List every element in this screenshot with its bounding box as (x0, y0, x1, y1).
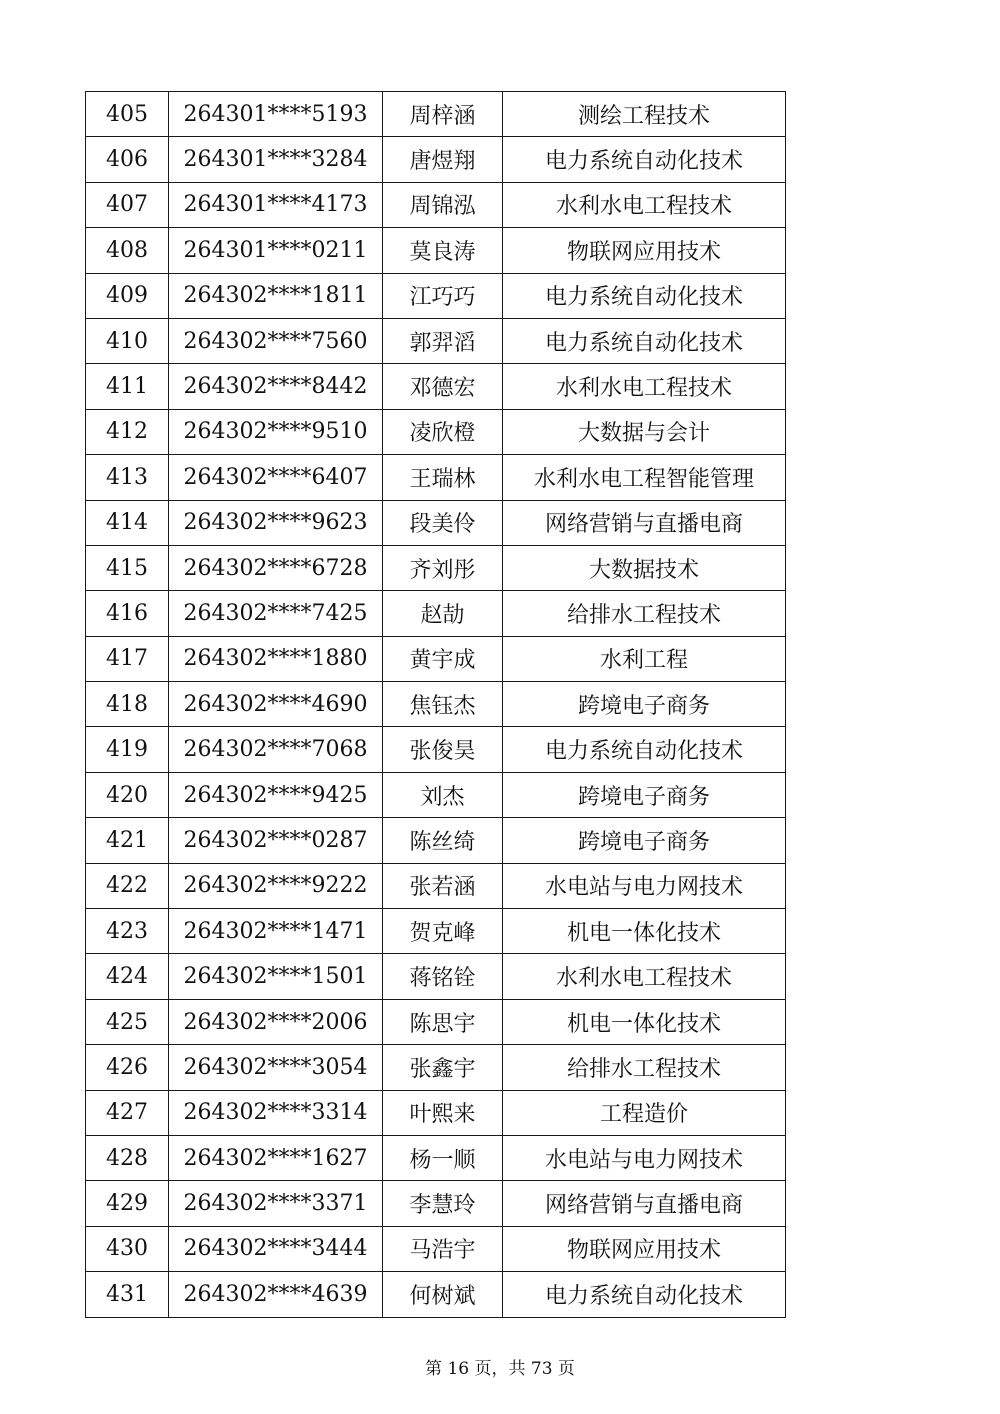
major-cell: 电力系统自动化技术 (503, 318, 786, 363)
row-number-cell: 417 (86, 636, 169, 681)
student-name-cell: 杨一顺 (383, 1135, 503, 1180)
table-row (86, 818, 786, 863)
student-name-cell: 邓德宏 (383, 364, 503, 409)
id-number-cell: 264302****2006 (169, 999, 383, 1044)
row-number-cell: 413 (86, 455, 169, 500)
table-row (86, 1090, 786, 1135)
id-number-cell: 264301****4173 (169, 182, 383, 227)
student-name-cell: 齐刘彤 (383, 545, 503, 590)
student-name-cell: 张俊昊 (383, 727, 503, 772)
table-row (86, 727, 786, 772)
id-number-cell: 264302****4639 (169, 1272, 383, 1317)
row-number-cell: 426 (86, 1045, 169, 1090)
row-number-cell: 431 (86, 1272, 169, 1317)
major-cell: 电力系统自动化技术 (503, 273, 786, 318)
id-number-cell: 264302****9510 (169, 409, 383, 454)
student-name-cell: 张鑫宇 (383, 1045, 503, 1090)
row-number-cell: 416 (86, 591, 169, 636)
major-cell: 水电站与电力网技术 (503, 1135, 786, 1180)
table-row (86, 636, 786, 681)
row-number-cell: 424 (86, 954, 169, 999)
major-cell: 给排水工程技术 (503, 1045, 786, 1090)
table-row (86, 500, 786, 545)
major-cell: 给排水工程技术 (503, 591, 786, 636)
id-number-cell: 264302****0287 (169, 818, 383, 863)
id-number-cell: 264302****8442 (169, 364, 383, 409)
student-name-cell: 江巧巧 (383, 273, 503, 318)
table-row (86, 92, 786, 137)
student-name-cell: 张若涵 (383, 863, 503, 908)
major-cell: 水利水电工程智能管理 (503, 455, 786, 500)
student-name-cell: 唐煜翔 (383, 137, 503, 182)
student-name-cell: 蒋铭铨 (383, 954, 503, 999)
table-row (86, 772, 786, 817)
id-number-cell: 264302****6407 (169, 455, 383, 500)
major-cell: 水利工程 (503, 636, 786, 681)
table-row (86, 273, 786, 318)
student-name-cell: 凌欣橙 (383, 409, 503, 454)
id-number-cell: 264301****5193 (169, 92, 383, 137)
table-row (86, 318, 786, 363)
table-row (86, 1226, 786, 1271)
student-name-cell: 贺克峰 (383, 909, 503, 954)
student-name-cell: 莫良涛 (383, 228, 503, 273)
id-number-cell: 264302****9623 (169, 500, 383, 545)
table-row (86, 591, 786, 636)
roster-table (85, 91, 786, 1318)
student-name-cell: 周锦泓 (383, 182, 503, 227)
id-number-cell: 264302****1501 (169, 954, 383, 999)
row-number-cell: 422 (86, 863, 169, 908)
major-cell: 电力系统自动化技术 (503, 137, 786, 182)
table-row (86, 1045, 786, 1090)
row-number-cell: 429 (86, 1181, 169, 1226)
row-number-cell: 414 (86, 500, 169, 545)
major-cell: 物联网应用技术 (503, 228, 786, 273)
student-name-cell: 段美伶 (383, 500, 503, 545)
student-name-cell: 周梓涵 (383, 92, 503, 137)
student-name-cell: 陈思宇 (383, 999, 503, 1044)
table-row (86, 1135, 786, 1180)
student-name-cell: 王瑞林 (383, 455, 503, 500)
id-number-cell: 264302****1471 (169, 909, 383, 954)
major-cell: 水利水电工程技术 (503, 954, 786, 999)
major-cell: 水利水电工程技术 (503, 182, 786, 227)
row-number-cell: 421 (86, 818, 169, 863)
id-number-cell: 264302****4690 (169, 682, 383, 727)
id-number-cell: 264302****3054 (169, 1045, 383, 1090)
table-row (86, 1272, 786, 1317)
table-row (86, 228, 786, 273)
major-cell: 跨境电子商务 (503, 682, 786, 727)
table-row (86, 182, 786, 227)
table-row (86, 137, 786, 182)
student-name-cell: 何树斌 (383, 1272, 503, 1317)
roster-table-body (86, 92, 786, 1318)
row-number-cell: 408 (86, 228, 169, 273)
student-name-cell: 焦钰杰 (383, 682, 503, 727)
table-row (86, 682, 786, 727)
table-row (86, 409, 786, 454)
row-number-cell: 405 (86, 92, 169, 137)
major-cell: 机电一体化技术 (503, 999, 786, 1044)
row-number-cell: 427 (86, 1090, 169, 1135)
student-name-cell: 李慧玲 (383, 1181, 503, 1226)
row-number-cell: 419 (86, 727, 169, 772)
id-number-cell: 264302****7068 (169, 727, 383, 772)
table-row (86, 545, 786, 590)
student-name-cell: 黄宇成 (383, 636, 503, 681)
major-cell: 工程造价 (503, 1090, 786, 1135)
row-number-cell: 410 (86, 318, 169, 363)
table-row (86, 954, 786, 999)
row-number-cell: 412 (86, 409, 169, 454)
major-cell: 机电一体化技术 (503, 909, 786, 954)
row-number-cell: 425 (86, 999, 169, 1044)
major-cell: 测绘工程技术 (503, 92, 786, 137)
row-number-cell: 411 (86, 364, 169, 409)
id-number-cell: 264302****3314 (169, 1090, 383, 1135)
id-number-cell: 264302****6728 (169, 545, 383, 590)
id-number-cell: 264301****3284 (169, 137, 383, 182)
major-cell: 跨境电子商务 (503, 818, 786, 863)
major-cell: 电力系统自动化技术 (503, 1272, 786, 1317)
table-row (86, 1181, 786, 1226)
row-number-cell: 418 (86, 682, 169, 727)
major-cell: 网络营销与直播电商 (503, 500, 786, 545)
row-number-cell: 423 (86, 909, 169, 954)
major-cell: 物联网应用技术 (503, 1226, 786, 1271)
major-cell: 网络营销与直播电商 (503, 1181, 786, 1226)
major-cell: 水电站与电力网技术 (503, 863, 786, 908)
student-name-cell: 刘杰 (383, 772, 503, 817)
table-row (86, 455, 786, 500)
major-cell: 大数据技术 (503, 545, 786, 590)
row-number-cell: 428 (86, 1135, 169, 1180)
id-number-cell: 264302****7425 (169, 591, 383, 636)
row-number-cell: 415 (86, 545, 169, 590)
student-name-cell: 马浩宇 (383, 1226, 503, 1271)
table-row (86, 909, 786, 954)
table-row (86, 863, 786, 908)
row-number-cell: 406 (86, 137, 169, 182)
student-name-cell: 赵劼 (383, 591, 503, 636)
student-name-cell: 叶熙来 (383, 1090, 503, 1135)
major-cell: 跨境电子商务 (503, 772, 786, 817)
student-name-cell: 陈丝绮 (383, 818, 503, 863)
id-number-cell: 264302****9425 (169, 772, 383, 817)
major-cell: 水利水电工程技术 (503, 364, 786, 409)
table-row (86, 364, 786, 409)
id-number-cell: 264302****1627 (169, 1135, 383, 1180)
row-number-cell: 407 (86, 182, 169, 227)
id-number-cell: 264302****9222 (169, 863, 383, 908)
page-number-footer: 第 16 页，共 73 页 (425, 1359, 575, 1379)
id-number-cell: 264302****7560 (169, 318, 383, 363)
student-name-cell: 郭羿滔 (383, 318, 503, 363)
id-number-cell: 264302****1811 (169, 273, 383, 318)
major-cell: 电力系统自动化技术 (503, 727, 786, 772)
id-number-cell: 264301****0211 (169, 228, 383, 273)
row-number-cell: 420 (86, 772, 169, 817)
row-number-cell: 409 (86, 273, 169, 318)
id-number-cell: 264302****3371 (169, 1181, 383, 1226)
id-number-cell: 264302****1880 (169, 636, 383, 681)
id-number-cell: 264302****3444 (169, 1226, 383, 1271)
row-number-cell: 430 (86, 1226, 169, 1271)
major-cell: 大数据与会计 (503, 409, 786, 454)
table-row (86, 999, 786, 1044)
